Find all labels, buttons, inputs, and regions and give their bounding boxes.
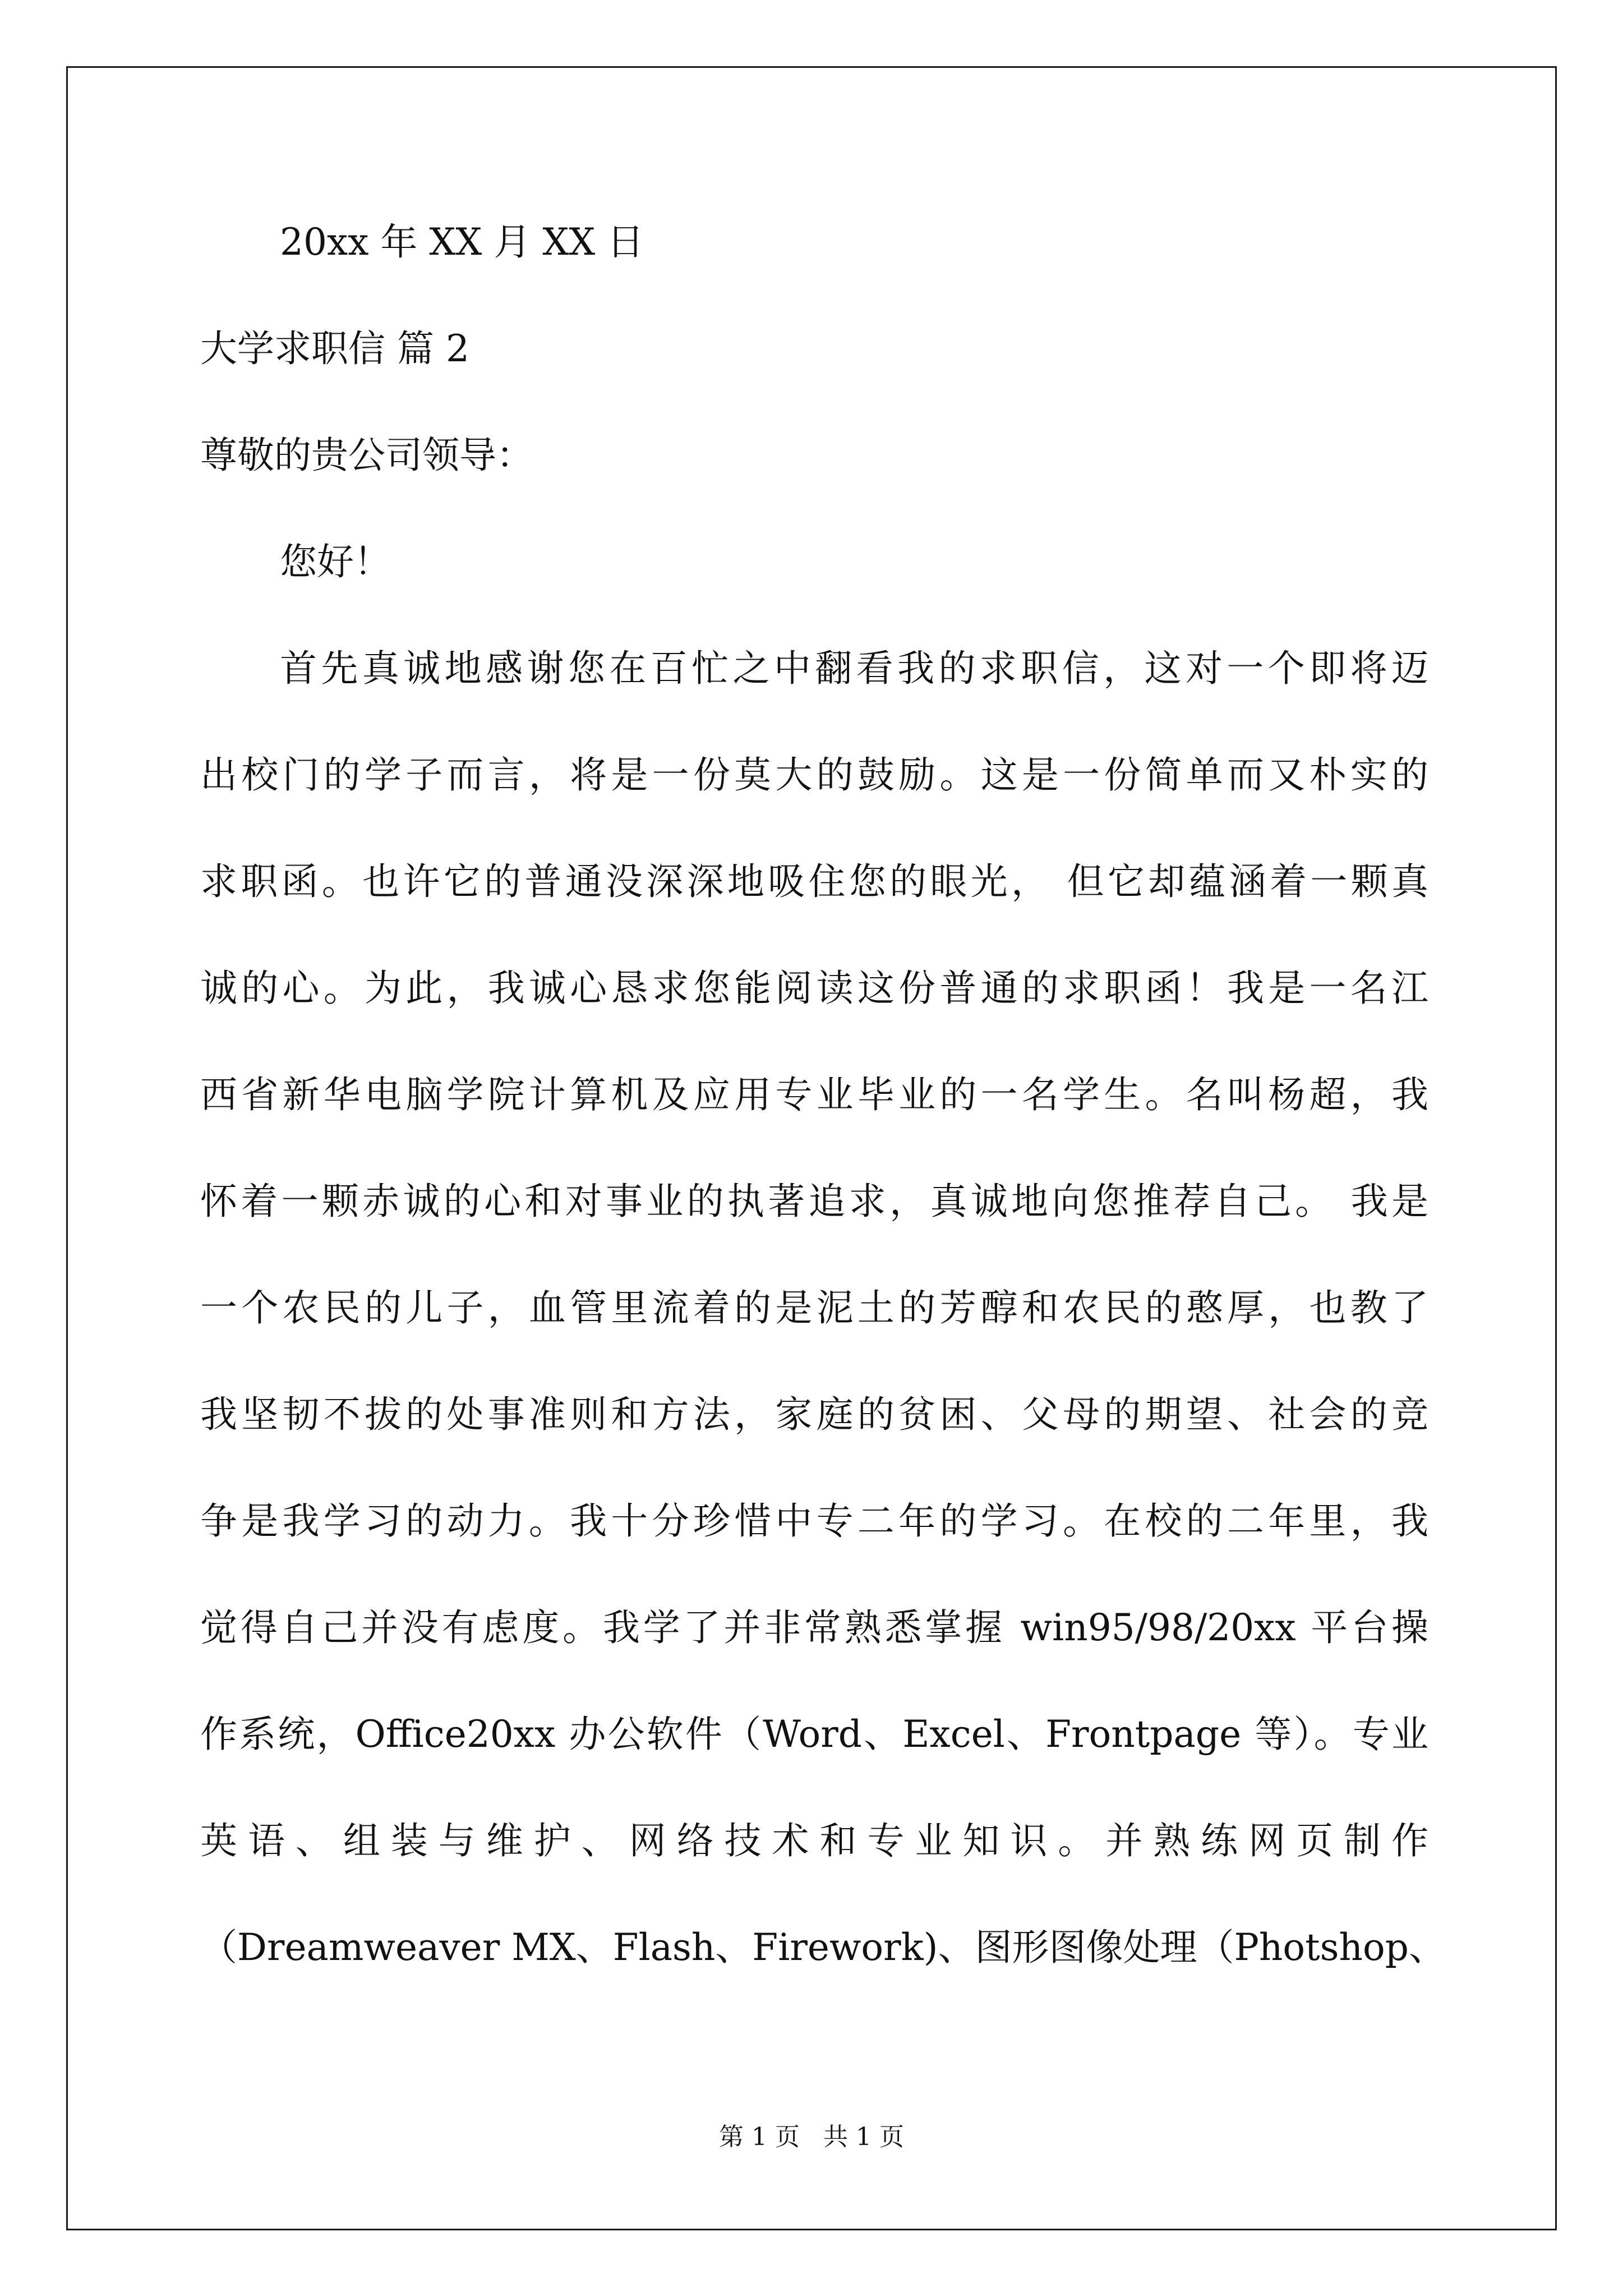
salutation: 尊敬的贵公司领导：: [200, 434, 533, 477]
body-line-12: 英语、组装与维护、网络技术和专业知识。并熟练网页制作: [200, 1819, 1428, 1862]
greeting: 您好！: [280, 540, 391, 583]
page-border: [66, 66, 1557, 2230]
body-line-6: 怀着一颗赤诚的心和对事业的执著追求，真诚地向您推荐自己。 我是: [200, 1180, 1428, 1223]
body-line-1: 首先真诚地感谢您在百忙之中翻看我的求职信，这对一个即将迈: [280, 647, 1428, 690]
body-line-3: 求职函。也许它的普通没深深地吸住您的眼光， 但它却蕴涵着一颗真: [200, 860, 1428, 903]
body-line-10: 觉得自己并没有虑度。我学了并非常熟悉掌握 win95/98/20xx 平台操: [200, 1606, 1428, 1649]
date-line: 20xx 年 XX 月 XX 日: [280, 220, 644, 264]
body-line-4: 诚的心。为此，我诚心恳求您能阅读这份普通的求职函！我是一名江: [200, 967, 1428, 1010]
letter-heading: 大学求职信 篇 2: [200, 327, 469, 370]
page-footer: 第 1 页 共 1 页: [719, 2123, 904, 2151]
body-line-2: 出校门的学子而言，将是一份莫大的鼓励。这是一份简单而又朴实的: [200, 753, 1428, 797]
body-line-7: 一个农民的儿子，血管里流着的是泥土的芳醇和农民的憨厚，也教了: [200, 1286, 1428, 1329]
body-line-13: （Dreamweaver MX、Flash、Firework)、图形图像处理（Photshop、: [200, 1926, 1446, 1969]
body-line-11: 作系统，Office20xx 办公软件（Word、Excel、Frontpage 等）。专业: [200, 1713, 1428, 1756]
body-line-9: 争是我学习的动力。我十分珍惜中专二年的学习。在校的二年里，我: [200, 1499, 1428, 1543]
body-line-5: 西省新华电脑学院计算机及应用专业毕业的一名学生。名叫杨超，我: [200, 1073, 1428, 1116]
body-line-8: 我坚韧不拔的处事准则和方法，家庭的贫困、父母的期望、社会的竞: [200, 1393, 1428, 1436]
